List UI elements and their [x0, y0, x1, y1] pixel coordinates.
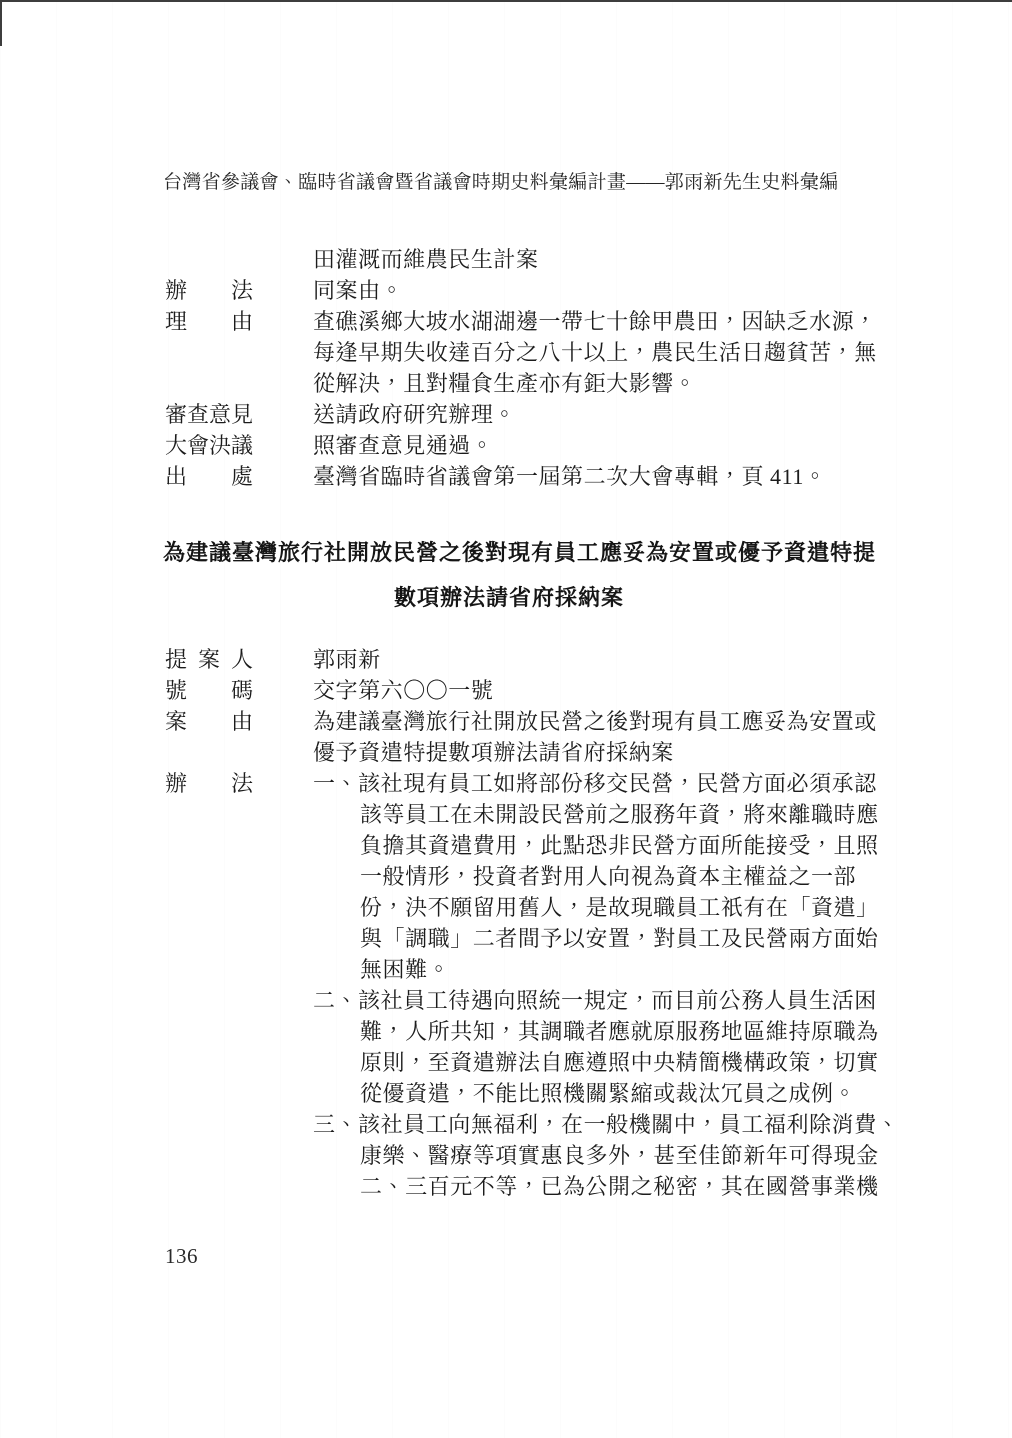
text-line: 與「調職」二者間予以安置，對員工及民營兩方面始 [360, 926, 879, 951]
running-header: 台灣省參議會、臨時省議會暨省議會時期史料彙編計畫——郭雨新先生史料彙編 [163, 172, 839, 193]
text-line: 原則，至資遣辦法自應遵照中央精簡機構政策，切實 [360, 1050, 879, 1075]
field-content [313, 644, 873, 675]
scan-edge-top [0, 0, 1012, 2]
field-content [313, 275, 873, 306]
text-line: 送請政府研究辦理。 [313, 402, 516, 427]
case-title-line-2: 數項辦法請省府採納案 [393, 585, 624, 610]
page-number: 136 [165, 1244, 198, 1268]
field-label: 號碼 [165, 678, 253, 703]
text-line: 為建議臺灣旅行社開放民營之後對現有員工應妥為安置或 [313, 709, 877, 734]
case-record-current [165, 644, 900, 1202]
field-content [313, 306, 877, 399]
text-line: 每逢早期失收達百分之八十以上，農民生活日趨貧苦，無 [313, 340, 877, 365]
case-title [163, 530, 877, 620]
field-label: 辦法 [165, 771, 253, 796]
field-label: 審查意見 [165, 402, 254, 427]
field-content [313, 768, 900, 1202]
text-line: 一般情形，投資者對用人向視為資本主權益之一部 [360, 864, 857, 889]
numbered-item [313, 768, 879, 985]
text-line: 郭雨新 [313, 647, 381, 672]
text-line: 二、該社員工待遇向照統一規定，而目前公務人員生活困 [313, 988, 877, 1013]
text-line: 一、該社現有員工如將部份移交民營，民營方面必須承認 [313, 771, 877, 796]
field-row [165, 675, 873, 706]
field-content [313, 706, 877, 768]
numbered-item [313, 985, 879, 1109]
field-label: 辦法 [165, 278, 253, 303]
field-row [165, 461, 873, 492]
field-content [313, 244, 873, 275]
text-line: 三、該社員工向無福利，在一般機關中，員工福利除消費、 [313, 1112, 900, 1137]
field-content [313, 461, 873, 492]
text-line: 臺灣省臨時省議會第一屆第二次大會專輯，頁 411。 [313, 464, 827, 489]
field-row [165, 306, 877, 399]
text-line: 交字第六〇〇一號 [313, 678, 494, 703]
field-label: 大會決議 [165, 433, 254, 458]
text-line: 份，決不願留用舊人，是故現職員工祇有在「資遣」 [360, 895, 879, 920]
text-line: 查礁溪鄉大坡水湖湖邊一帶七十餘甲農田，因缺乏水源， [313, 309, 877, 334]
field-content [313, 399, 873, 430]
text-line: 從解決，且對糧食生產亦有鉅大影響。 [313, 371, 697, 396]
text-line: 田灌溉而維農民生計案 [313, 247, 539, 272]
field-row [165, 275, 873, 306]
field-content [313, 675, 873, 706]
field-row [165, 244, 873, 275]
numbered-item [313, 1109, 900, 1202]
text-line: 負擔其資遣費用，此點恐非民營方面所能接受，且照 [360, 833, 879, 858]
field-row [165, 399, 873, 430]
text-line: 二、三百元不等，已為公開之秘密，其在國營事業機 [360, 1174, 879, 1199]
text-line: 康樂、醫療等項實惠良多外，甚至佳節新年可得現金 [360, 1143, 879, 1168]
field-row [165, 768, 900, 1202]
case-record-previous [165, 244, 877, 492]
text-line: 難，人所共知，其調職者應就原服務地區維持原職為 [360, 1019, 879, 1044]
text-line: 照審查意見通過。 [313, 433, 494, 458]
text-line: 無困難。 [360, 957, 451, 982]
text-line: 同案由。 [313, 278, 404, 303]
text-line: 該等員工在未開設民營前之服務年資，將來離職時應 [360, 802, 879, 827]
text-line: 優予資遣特提數項辦法請省府採納案 [313, 740, 674, 765]
field-row [165, 430, 873, 461]
field-row [165, 706, 877, 768]
field-label: 案由 [165, 709, 253, 734]
scan-edge-left [0, 0, 2, 46]
field-content [313, 430, 873, 461]
text-line: 從優資遣，不能比照機關緊縮或裁汰冗員之成例。 [360, 1081, 857, 1106]
field-label: 理由 [165, 309, 253, 334]
field-row [165, 644, 873, 675]
case-title-line-1: 為建議臺灣旅行社開放民營之後對現有員工應妥為安置或優予資遣特提 [163, 540, 877, 565]
field-label: 出處 [165, 464, 253, 489]
field-label: 提案人 [165, 647, 253, 672]
